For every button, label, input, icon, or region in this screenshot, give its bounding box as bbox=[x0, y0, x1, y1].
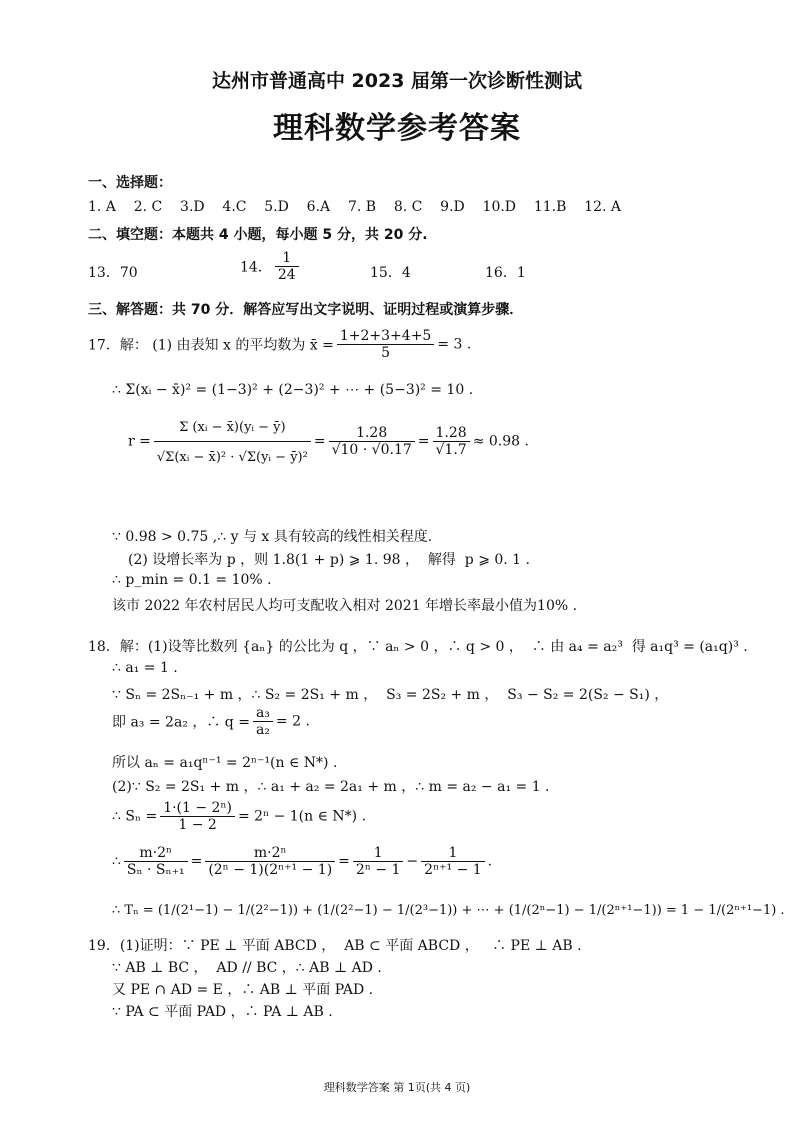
q18-term-fraction-4 bbox=[421, 845, 485, 878]
section1-heading: 一、选择题： bbox=[88, 175, 172, 191]
q18-line-9: ∴ Tₙ = (1/(2¹−1) − 1/(2²−1)) + (1/(2²−1) − 1/(2³−1)) + ⋯ + (1/(2ⁿ−1) − 1/(2ⁿ⁺¹−1)) = 1 − 1/(2ⁿ⁺¹−1) . bbox=[112, 903, 785, 918]
correlation-approx: ≈ 0.98 . bbox=[472, 433, 529, 450]
fraction-denominator: Sₙ · Sₙ₊₁ bbox=[126, 862, 185, 878]
q17-mean-fraction bbox=[337, 328, 434, 361]
q19-line-3: 又 PE ∩ AD = E ，∴ AB ⊥ 平面 PAD . bbox=[112, 982, 374, 998]
q17-line-4: ∵ 0.98 > 0.75 ,∴ y 与 x 具有较高的线性相关程度. bbox=[112, 529, 433, 545]
answer-14-label: 14． bbox=[240, 259, 272, 276]
fraction-numerator: a₃ bbox=[253, 705, 273, 722]
q17-line-1 bbox=[88, 328, 471, 361]
therefore-symbol: ∴ bbox=[112, 853, 121, 870]
document-title: 达州市普通高中 2023 届第一次诊断性测试 bbox=[211, 70, 583, 92]
q18-line-5: 所以 aₙ = a₁qⁿ⁻¹ = 2ⁿ⁻¹(n ∈ N*) . bbox=[112, 755, 338, 771]
q17-line-2: ∴ Σ(xᵢ − x̄)² = (1−3)² + (2−3)² + ⋯ + (5−3)² = 10 . bbox=[112, 382, 474, 398]
fraction-denominator: 24 bbox=[277, 267, 296, 283]
q18-ratio-result: = 2 . bbox=[275, 713, 310, 730]
fraction-denominator: √Σ(xᵢ − x̄)² · √Σ(yᵢ − ȳ)² bbox=[156, 450, 308, 465]
q17-line-5: (2) 设增长率为 p ，则 1.8(1 + p) ⩾ 1. 98 ， 解得 p ⩾ 0. 1 . bbox=[128, 552, 530, 568]
fraction-denominator: 1 − 2 bbox=[178, 817, 217, 833]
answer-14 bbox=[240, 250, 302, 283]
fraction-numerator: 1 bbox=[275, 250, 299, 267]
q18-sum-result: = 2ⁿ − 1(n ∈ N*) . bbox=[237, 808, 367, 825]
q18-term-fraction-2 bbox=[205, 845, 335, 878]
fraction-numerator: 1.28 bbox=[433, 425, 470, 442]
section2-heading: 二、填空题：本题共 4 小题，每小题 5 分，共 20 分. bbox=[88, 227, 428, 243]
q19-line-2: ∵ AB ⊥ BC ， AD // BC ，∴ AB ⊥ AD . bbox=[112, 960, 382, 976]
q18-sum-text: ∴ Sₙ = bbox=[112, 808, 158, 825]
answer-14-fraction bbox=[275, 250, 299, 283]
q18-line-4 bbox=[112, 705, 310, 738]
answer-15: 15．4 bbox=[370, 265, 411, 281]
fraction-denominator: √1.7 bbox=[435, 442, 467, 458]
answer-16: 16．1 bbox=[485, 265, 526, 281]
q17-line-6: ∴ p_min = 0.1 = 10% . bbox=[112, 572, 272, 588]
q18-sum-fraction bbox=[160, 800, 235, 833]
correlation-end-fraction bbox=[433, 425, 470, 458]
q18-term-fraction-1 bbox=[124, 845, 188, 878]
q18-line-6: (2)∵ S₂ = 2S₁ + m ，∴ a₁ + a₂ = 2a₁ + m ，∴ m = a₂ − a₁ = 1 . bbox=[112, 779, 550, 795]
q18-ratio-text: 即 a₃ = 2a₂ ，∴ q = bbox=[112, 714, 250, 731]
choice-answers: 1. A 2. C 3.D 4.C 5.D 6.A 7. B 8. C 9.D 10.D 11.B 12. A bbox=[88, 199, 622, 215]
fraction-denominator: √10 · √0.17 bbox=[331, 442, 412, 458]
q17-line-7: 该市 2022 年农村居民人均可支配收入相对 2021 年增长率最小值为10% . bbox=[112, 598, 578, 614]
correlation-main-fraction bbox=[154, 418, 311, 465]
fraction-numerator: 1 bbox=[353, 845, 404, 862]
fraction-numerator: 1·(1 − 2ⁿ) bbox=[160, 800, 235, 817]
fraction-numerator: 1 bbox=[421, 845, 485, 862]
fraction-numerator: 1+2+3+4+5 bbox=[337, 328, 434, 345]
answer-13: 13．70 bbox=[88, 265, 138, 281]
fraction-numerator: 1.28 bbox=[329, 425, 415, 442]
q18-line-2: ∴ a₁ = 1 . bbox=[112, 660, 178, 676]
fraction-numerator: m·2ⁿ bbox=[124, 845, 188, 862]
correlation-mid-fraction bbox=[329, 425, 415, 458]
q17-mean-result: = 3 . bbox=[437, 336, 472, 353]
q19-line-1: 19．(1)证明：∵ PE ⊥ 平面 ABCD ， AB ⊂ 平面 ABCD ， ∴ PE ⊥ AB . bbox=[88, 938, 582, 954]
q18-line-8: ∴ $\frac{\text{m·2ⁿ}}{\text{Sₙ · Sₙ₊₁}}$ = $\frac{\text{m·2ⁿ}}{\text{(2ⁿ − 1)(2ⁿ⁺¹ − 1)}}$ = $\frac{1}{\text{2ⁿ − 1}}$ − $\frac{1}{\text{2ⁿ⁺¹ − 1}}$ . bbox=[112, 845, 493, 878]
correlation-label: r = bbox=[128, 433, 151, 450]
fraction-numerator: Σ (xᵢ − x̄)(yᵢ − ȳ) bbox=[154, 418, 311, 442]
page-footer: 理科数学答案 第 1页(共 4 页) bbox=[323, 1081, 471, 1094]
q17-correlation: r = $\frac{\text{Σ (xᵢ − x̄)(yᵢ − ȳ)}}{\text{√Σ(xᵢ − x̄)² · √Σ(yᵢ − ȳ)²}}$ = $\frac{1.28}{√10 \cdot √0.17}$ = $\frac{1.28}{√1.7}$ ≈ 0.98 . bbox=[128, 420, 529, 465]
fraction-denominator: a₂ bbox=[255, 722, 270, 738]
q18-ratio-fraction bbox=[253, 705, 273, 738]
document-subtitle: 理科数学参考答案 bbox=[273, 111, 521, 146]
fraction-denominator: 5 bbox=[381, 345, 391, 361]
q18-term-fraction-3 bbox=[353, 845, 404, 878]
q17-mean-text: 17．解： (1) 由表知 x 的平均数为 x̄ = bbox=[88, 337, 334, 354]
fraction-denominator: 2ⁿ − 1 bbox=[355, 862, 401, 878]
section3-heading: 三、解答题：共 70 分．解答应写出文字说明、证明过程或演算步骤． bbox=[88, 302, 524, 318]
q18-line-1: 18．解：(1)设等比数列 {aₙ} 的公比为 q ，∵ aₙ > 0 ，∴ q > 0 ， ∴ 由 a₄ = a₂³ 得 a₁q³ = (a₁q)³ . bbox=[88, 639, 748, 655]
q18-line-3: ∵ Sₙ = 2Sₙ₋₁ + m ，∴ S₂ = 2S₁ + m ， S₃ = 2S₂ + m ， S₃ − S₂ = 2(S₂ − S₁) ， bbox=[112, 687, 669, 703]
q19-line-4: ∵ PA ⊂ 平面 PAD ，∴ PA ⊥ AB . bbox=[112, 1004, 333, 1020]
q18-line-7 bbox=[112, 800, 366, 833]
fraction-numerator: m·2ⁿ bbox=[205, 845, 335, 862]
fraction-denominator: (2ⁿ − 1)(2ⁿ⁺¹ − 1) bbox=[208, 862, 333, 878]
fraction-denominator: 2ⁿ⁺¹ − 1 bbox=[424, 862, 482, 878]
